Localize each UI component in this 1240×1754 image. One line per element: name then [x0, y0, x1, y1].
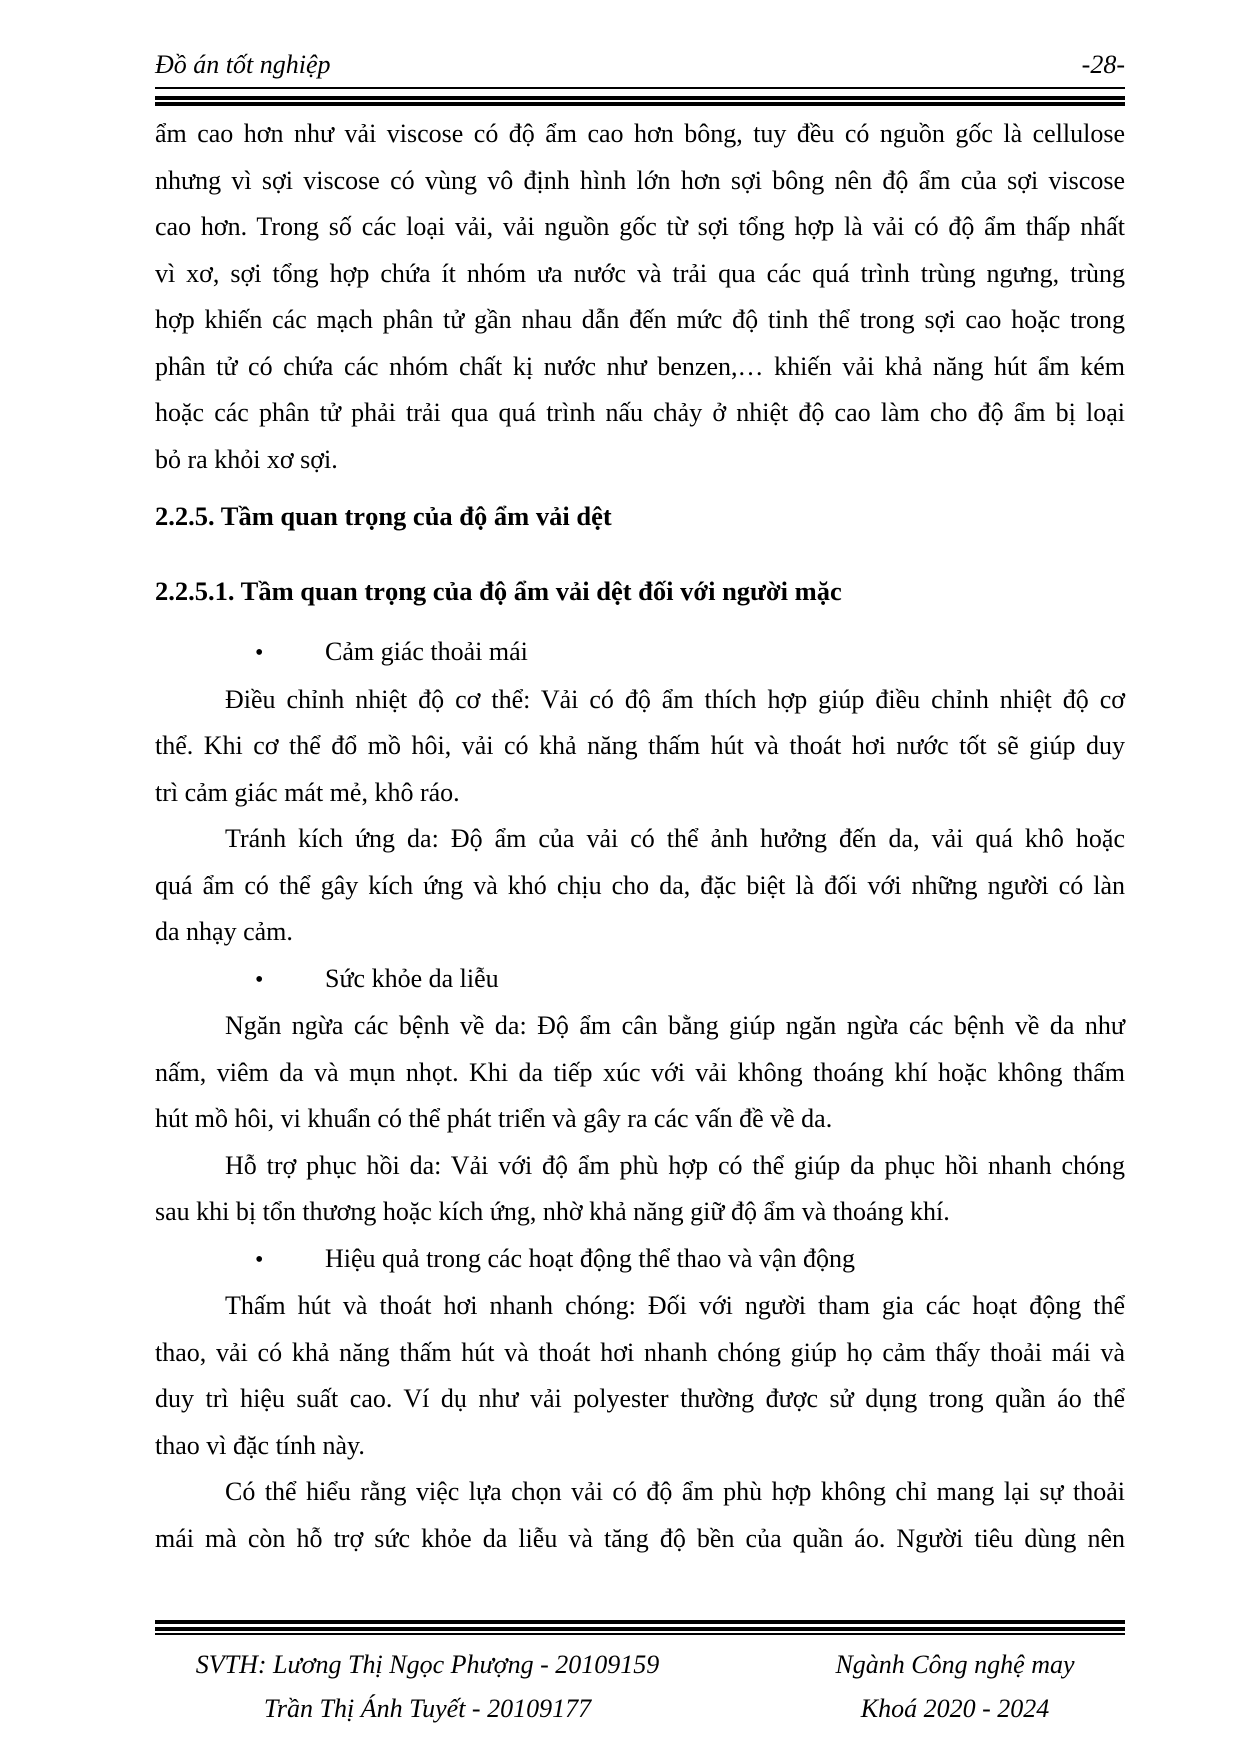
footer-rule-thick1 — [155, 1620, 1125, 1624]
text-line: Hỗ trợ phục hồi da: Vải với độ ẩm phù hợp có thể giúp da phục hồi nhanh chóng — [225, 1150, 1125, 1180]
bullet-icon: • — [255, 640, 264, 666]
bullet-label: Cảm giác thoải mái — [325, 637, 528, 666]
paragraph-3 — [155, 816, 1125, 956]
text-line: nấm, viêm da và mụn nhọt. Khi da tiếp xúc với vải không thoáng khí hoặc không thấm — [155, 1057, 1125, 1087]
bullet-icon: • — [255, 1246, 264, 1273]
text-line: sau khi bị tổn thương hoặc kích ứng, nhờ khả năng giữ độ ẩm và thoáng khí. — [155, 1197, 950, 1226]
paragraph-2 — [155, 677, 1125, 817]
footer-student-1: SVTH: Lương Thị Ngọc Phượng - 20109159 — [195, 1650, 660, 1679]
bullet-label: Sức khỏe da liễu — [325, 963, 499, 993]
text-line: da nhạy cảm. — [155, 917, 293, 946]
text-line: Ngăn ngừa các bệnh về da: Độ ẩm cân bằng giúp ngăn ngừa các bệnh về da như — [225, 1011, 1125, 1040]
page-footer — [155, 1620, 1125, 1731]
text-line: nhưng vì sợi viscose có vùng vô định hình lớn hơn sợi bông nên độ ẩm của sợi viscose — [155, 165, 1125, 195]
page-content — [155, 0, 1125, 1731]
footer-rule-thick2 — [155, 1627, 1125, 1631]
text-line: trì cảm giác mát mẻ, khô ráo. — [155, 777, 460, 807]
text-line: ẩm cao hơn như vải viscose có độ ẩm cao hơn bông, tuy đều có nguồn gốc là cellulose — [155, 119, 1125, 148]
paragraph-7 — [155, 1469, 1125, 1562]
text-line: thao vì đặc tính này. — [155, 1430, 365, 1460]
footer-columns — [155, 1643, 1125, 1731]
text-line: vì xơ, sợi tổng hợp chứa ít nhóm ưa nước và trải qua các quá trình trùng ngưng, trùng — [155, 258, 1125, 288]
bullet-item-sport-efficiency — [155, 1236, 1125, 1284]
text-line: quá ẩm có thể gây kích ứng và khó chịu cho da, đặc biệt là đối với những người có làn — [155, 870, 1125, 900]
footer-student-2: Trần Thị Ánh Tuyết - 20109177 — [263, 1694, 592, 1723]
text-line: phân tử có chứa các nhóm chất kị nước như benzen,… khiến vải khả năng hút ẩm kém — [155, 351, 1125, 381]
text-line: hút mồ hôi, vi khuẩn có thể phát triển và gây ra các vấn đề về da. — [155, 1104, 833, 1133]
header-rule-thick2 — [155, 102, 1125, 106]
section-heading-2-2-5: 2.2.5. Tầm quan trọng của độ ẩm vải dệt — [155, 501, 612, 531]
footer-cohort: Khoá 2020 - 2024 — [860, 1694, 1050, 1723]
footer-rule-thin — [155, 1633, 1125, 1635]
text-line: Thấm hút và thoát hơi nhanh chóng: Đối với người tham gia các hoạt động thể — [225, 1291, 1125, 1320]
text-line: Có thể hiểu rằng việc lựa chọn vải có độ ẩm phù hợp không chỉ mang lại sự thoải — [225, 1477, 1125, 1506]
paragraph-5 — [155, 1143, 1125, 1236]
bullet-item-comfort — [155, 629, 1125, 677]
footer-students — [155, 1643, 700, 1731]
text-line: hoặc các phân tử phải trải qua quá trình nấu chảy ở nhiệt độ cao làm cho độ ẩm bị loại — [155, 398, 1125, 427]
bullet-label: Hiệu quả trong các hoạt động thể thao và vận động — [325, 1243, 855, 1273]
text-line: hợp khiến các mạch phân tử gần nhau dẫn đến mức độ tinh thể trong sợi cao hoặc trong — [155, 305, 1125, 334]
paragraph-1 — [155, 111, 1125, 483]
section-heading-2-2-5-1: 2.2.5.1. Tầm quan trọng của độ ẩm vải dệt đối với người mặc — [155, 575, 842, 606]
page-number: -28- — [1081, 50, 1125, 79]
text-line: Điều chỉnh nhiệt độ cơ thể: Vải có độ ẩm thích hợp giúp điều chỉnh nhiệt độ cơ — [225, 684, 1125, 714]
paragraph-4 — [155, 1003, 1125, 1143]
text-line: mái mà còn hỗ trợ sức khỏe da liễu và tăng độ bền của quần áo. Người tiêu dùng nên — [155, 1523, 1125, 1553]
header-rule-thick1 — [155, 96, 1125, 100]
body-text — [155, 111, 1125, 1562]
header-rule-thin — [155, 87, 1125, 89]
page-header — [155, 0, 1125, 81]
header-title: Đồ án tốt nghiệp — [155, 50, 331, 79]
footer-program — [785, 1643, 1125, 1731]
paragraph-6 — [155, 1283, 1125, 1469]
text-line: Tránh kích ứng da: Độ ẩm của vải có thể ảnh hưởng đến da, vải quá khô hoặc — [225, 824, 1125, 853]
text-line: thể. Khi cơ thể đổ mồ hôi, vải có khả năng thấm hút và thoát hơi nước tốt sẽ giúp duy — [155, 731, 1125, 760]
text-line: duy trì hiệu suất cao. Ví dụ như vải polyester thường được sử dụng trong quần áo thể — [155, 1384, 1125, 1413]
text-line: cao hơn. Trong số các loại vải, vải nguồn gốc từ sợi tổng hợp là vải có độ ẩm thấp nhất — [155, 212, 1125, 241]
text-line: thao, vải có khả năng thấm hút và thoát hơi nhanh chóng giúp họ cảm thấy thoải mái và — [155, 1337, 1125, 1367]
footer-major: Ngành Công nghệ may — [835, 1650, 1075, 1679]
bullet-icon: • — [255, 966, 264, 993]
bullet-item-skin-health — [155, 956, 1125, 1004]
text-line: bỏ ra khỏi xơ sợi. — [155, 444, 338, 474]
